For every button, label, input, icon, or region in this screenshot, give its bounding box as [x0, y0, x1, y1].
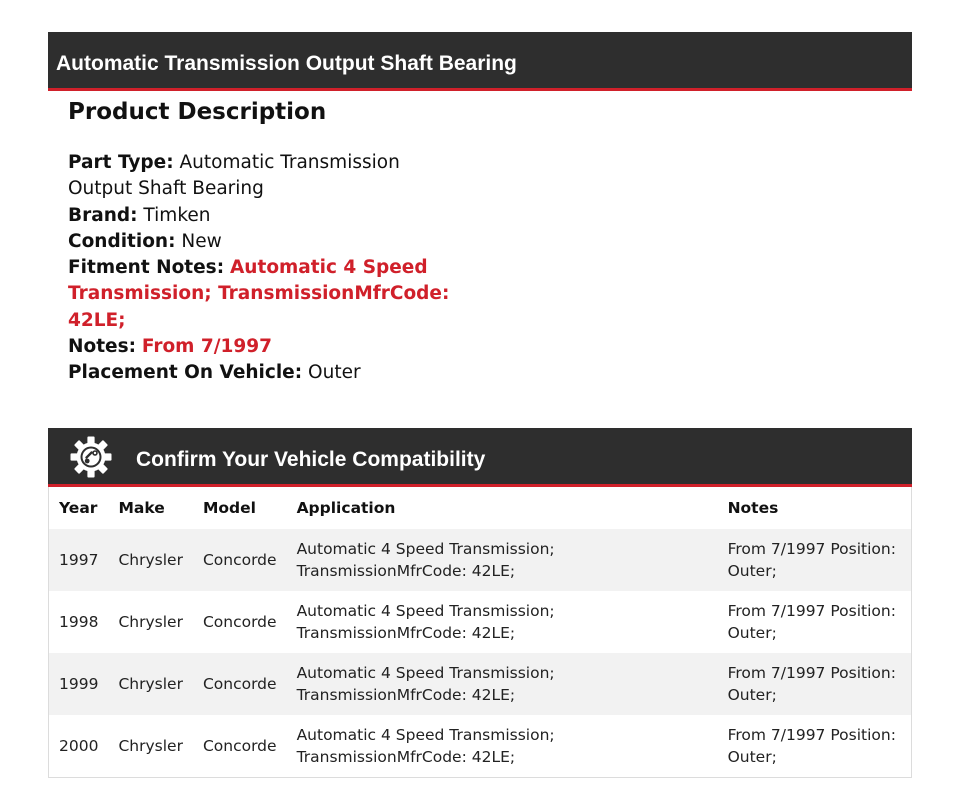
spec-list	[68, 150, 468, 387]
column-header-application: Application	[296, 499, 396, 517]
cell-application: Automatic 4 Speed Transmission; TransmissionMfrCode: 42LE;	[287, 715, 718, 778]
cell-notes: From 7/1997 Position: Outer;	[718, 653, 912, 715]
column-header-notes: Notes	[727, 499, 779, 517]
spec-label: Notes:	[68, 336, 136, 358]
table-row	[49, 529, 912, 591]
cell-year: 1999	[49, 653, 109, 715]
gear-wrench-icon	[70, 436, 112, 478]
cell-application: Automatic 4 Speed Transmission; TransmissionMfrCode: 42LE;	[287, 529, 718, 591]
spec-value: Timken	[143, 204, 211, 226]
column-header-model: Model	[202, 499, 256, 517]
cell-make: Chrysler	[108, 591, 192, 653]
compatibility-header-bar	[48, 428, 912, 487]
compatibility-table	[48, 487, 912, 778]
spec-label: Condition:	[68, 230, 176, 252]
spec-label: Brand:	[68, 204, 138, 226]
table-row	[49, 591, 912, 653]
spec-notes	[68, 334, 468, 360]
spec-label: Part Type:	[68, 152, 174, 173]
table-row	[49, 715, 912, 778]
compatibility-title: Confirm Your Vehicle Compatibility	[136, 448, 486, 471]
cell-model: Concorde	[193, 715, 287, 778]
product-title-bar	[48, 32, 912, 91]
cell-notes: From 7/1997 Position: Outer;	[718, 529, 912, 591]
spec-label: Fitment Notes:	[68, 257, 225, 279]
column-header-year: Year	[59, 499, 98, 517]
cell-year: 1998	[49, 591, 109, 653]
spec-value: New	[181, 230, 222, 252]
cell-year: 1997	[49, 529, 109, 591]
cell-year: 2000	[49, 715, 109, 778]
cell-notes: From 7/1997 Position: Outer;	[718, 591, 912, 653]
cell-make: Chrysler	[108, 715, 192, 778]
spec-brand	[68, 203, 468, 229]
spec-value: Outer	[308, 362, 361, 384]
table-row	[49, 653, 912, 715]
spec-part-type	[68, 150, 468, 203]
spec-label: Placement On Vehicle:	[68, 362, 303, 384]
cell-notes: From 7/1997 Position: Outer;	[718, 715, 912, 778]
cell-model: Concorde	[193, 529, 287, 591]
cell-make: Chrysler	[108, 529, 192, 591]
table-header-row	[49, 487, 912, 529]
spec-value-highlight: From 7/1997	[141, 336, 273, 358]
cell-model: Concorde	[193, 653, 287, 715]
spec-placement	[68, 360, 468, 386]
cell-model: Concorde	[193, 591, 287, 653]
spec-fitment-notes	[68, 255, 468, 334]
spec-value-highlight: Automatic 4 Speed Transmission; TransmissionMfrCode: 42LE;	[68, 257, 450, 331]
cell-application: Automatic 4 Speed Transmission; TransmissionMfrCode: 42LE;	[287, 591, 718, 653]
cell-make: Chrysler	[108, 653, 192, 715]
cell-application: Automatic 4 Speed Transmission; TransmissionMfrCode: 42LE;	[287, 653, 718, 715]
product-title: Automatic Transmission Output Shaft Bearing	[56, 52, 517, 75]
column-header-make: Make	[118, 499, 165, 517]
description-heading: Product Description	[68, 99, 327, 125]
spec-value: Automatic Transmission Output Shaft Bearing	[68, 152, 400, 200]
product-description	[68, 96, 468, 387]
spec-condition	[68, 229, 468, 255]
